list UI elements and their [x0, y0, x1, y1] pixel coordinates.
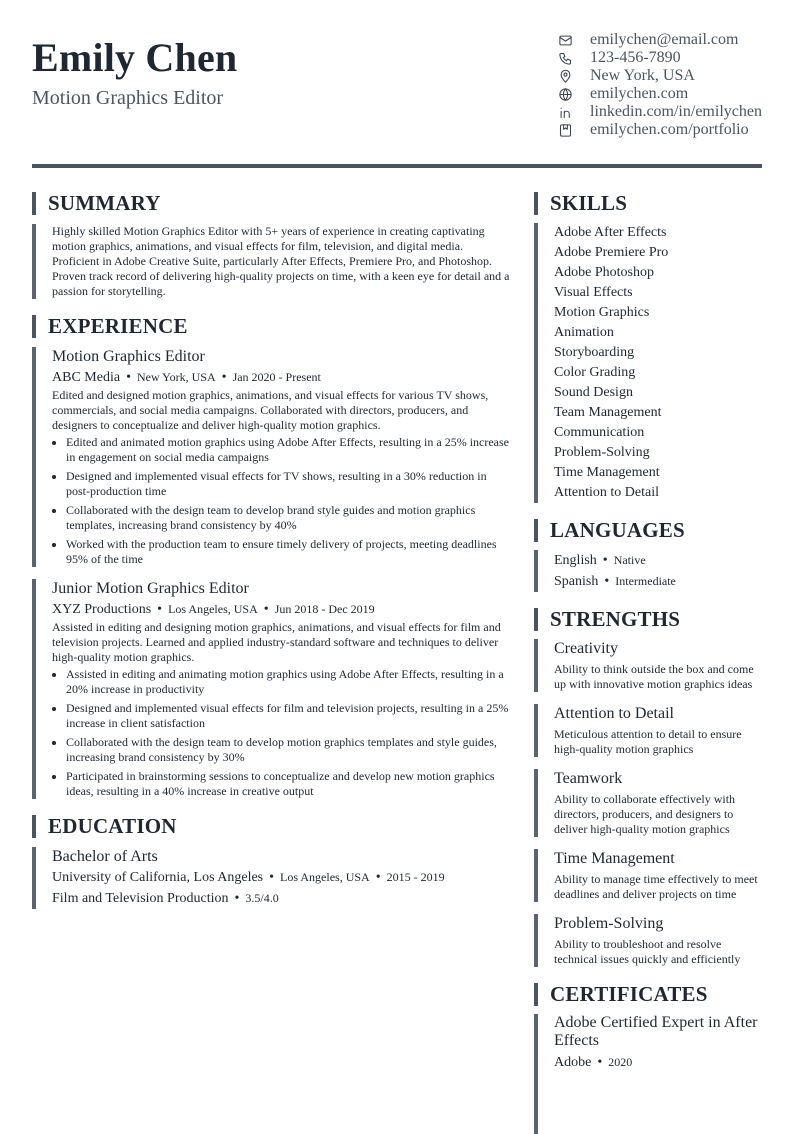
linkedin-icon	[556, 103, 574, 121]
job-location: Los Angeles, USA	[168, 602, 258, 616]
skill-item: Color Grading	[554, 365, 636, 380]
gpa: 3.5/4.0	[245, 891, 279, 905]
strength-text: Meticulous attention to detail to ensure high-quality motion graphics	[554, 727, 742, 756]
skill-item: Communication	[554, 425, 645, 440]
skill-item: Adobe Photoshop	[554, 265, 654, 280]
degree: Bachelor of Arts	[52, 848, 158, 865]
skill-item: Adobe After Effects	[554, 225, 667, 240]
language-item	[554, 571, 766, 592]
separator-dot: •	[602, 553, 608, 568]
resume-header	[32, 0, 762, 168]
skill-item: Team Management	[554, 405, 662, 420]
separator-dot: •	[269, 870, 275, 885]
education-field-row	[52, 888, 512, 909]
strength-item	[534, 704, 766, 757]
school-name: University of California, Los Angeles	[52, 870, 264, 885]
certificate-item	[534, 1014, 766, 1134]
contact-linkedin[interactable]	[556, 103, 766, 121]
job-company: ABC Media	[52, 370, 121, 385]
separator-dot: •	[126, 370, 131, 385]
languages-list	[534, 550, 766, 592]
skill-item: Time Management	[554, 465, 660, 480]
list-item: • Designed and implemented visual effects for TV shows, resulting in a 30% reduction in post-production time	[66, 469, 512, 499]
education-entry	[32, 847, 512, 909]
summary-heading: SUMMARY	[32, 192, 512, 215]
strength-item	[534, 849, 766, 902]
certificates-heading: CERTIFICATES	[534, 983, 766, 1006]
skill-item: Visual Effects	[554, 285, 633, 300]
contact-linkedin-text: linkedin.com/in/emilychen	[590, 103, 762, 120]
strength-text: Ability to collaborate effectively with directors, producers, and designers to deliver high-quality motion graphics	[554, 792, 736, 836]
strengths-heading: STRENGTHS	[534, 608, 766, 631]
strength-title: Teamwork	[554, 770, 623, 787]
contact-phone-text: 123-456-7890	[590, 49, 681, 66]
header-divider	[32, 164, 762, 168]
strength-title: Creativity	[554, 640, 618, 657]
globe-icon	[556, 85, 574, 103]
list-item: • Assisted in editing and animating motion graphics using Adobe After Effects, resulting in a 20% increase in productivity	[66, 667, 512, 697]
experience-heading: EXPERIENCE	[32, 315, 512, 338]
skills-heading: SKILLS	[534, 192, 766, 215]
strength-title: Time Management	[554, 850, 675, 867]
languages-heading: LANGUAGES	[534, 519, 766, 542]
skill-item: Adobe Premiere Pro	[554, 245, 669, 260]
language-name: English	[554, 553, 597, 568]
job-title: Motion Graphics Editor	[52, 348, 205, 365]
language-name: Spanish	[554, 574, 599, 589]
skill-item: Problem-Solving	[554, 445, 650, 460]
education-meta	[52, 867, 512, 888]
skill-item: Storyboarding	[554, 345, 635, 360]
separator-dot: •	[597, 1055, 603, 1070]
candidate-role: Motion Graphics Editor	[32, 87, 224, 109]
contact-location	[556, 67, 766, 85]
separator-dot: •	[221, 370, 227, 385]
strength-title: Problem-Solving	[554, 915, 664, 932]
contact-email-text: emilychen@email.com	[590, 31, 739, 48]
certificate-meta	[554, 1052, 766, 1073]
contact-location-text: New York, USA	[590, 67, 695, 84]
skills-list	[534, 223, 766, 503]
strength-text: Ability to troubleshoot and resolve technical issues quickly and efficiently	[554, 937, 741, 966]
phone-icon	[556, 49, 574, 67]
contact-phone[interactable]	[556, 49, 766, 67]
school-location: Los Angeles, USA	[280, 870, 370, 884]
strength-item	[534, 769, 766, 837]
list-item: • Worked with the production team to ensure timely delivery of projects, meeting deadlines 95% of the time	[66, 537, 512, 567]
envelope-icon	[556, 31, 574, 49]
certificate-year: 2020	[608, 1055, 633, 1069]
list-item: • Collaborated with the design team to develop brand style guides and motion graphics templates, increasing brand consistency by 40%	[66, 503, 512, 533]
separator-dot: •	[263, 602, 269, 617]
certificate-issuer: Adobe	[554, 1055, 592, 1070]
skill-item: Sound Design	[554, 385, 633, 400]
list-item: • Participated in brainstorming sessions to conceptualize and develop new motion graphics ideas, resulting in a 40% increase in creative output	[66, 769, 512, 799]
side-column	[534, 192, 766, 1134]
list-item: • Edited and animated motion graphics using Adobe After Effects, resulting in a 25% increase in engagement on social media campaigns	[66, 435, 512, 465]
skill-item: Attention to Detail	[554, 485, 659, 500]
separator-dot: •	[234, 891, 240, 906]
job-company: XYZ Productions	[52, 602, 152, 617]
skill-item: Motion Graphics	[554, 305, 650, 320]
job-entry	[32, 347, 512, 567]
certificate-title: Adobe Certified Expert in After Effects	[554, 1014, 758, 1049]
field-of-study: Film and Television Production	[52, 891, 229, 906]
language-item	[554, 550, 766, 571]
strength-text: Ability to manage time effectively to meet deadlines and deliver projects on time	[554, 872, 758, 901]
contact-website-text: emilychen.com	[590, 85, 689, 102]
separator-dot: •	[604, 574, 610, 589]
skill-item: Animation	[554, 325, 614, 340]
job-description: Edited and designed motion graphics, animations, and visual effects for various TV shows, commercials, and social media campaigns. Collaborated with directors, producers, and designers to conceptualize and deliver high-quality motion graphics.	[52, 388, 489, 432]
job-dates: Jan 2020 - Present	[232, 370, 321, 384]
education-heading: EDUCATION	[32, 815, 512, 838]
list-item: • Designed and implemented visual effects for film and television projects, resulting in a 25% increase in client satisfaction	[66, 701, 512, 731]
contact-portfolio-text: emilychen.com/portfolio	[590, 121, 749, 138]
job-meta	[52, 599, 512, 620]
job-location: New York, USA	[136, 370, 216, 384]
list-item: • Collaborated with the design team to develop motion graphics templates and style guides, increasing brand consistency by 30%	[66, 735, 512, 765]
map-pin-icon	[556, 67, 574, 85]
language-level: Intermediate	[615, 574, 676, 588]
candidate-name: Emily Chen	[32, 35, 238, 80]
portfolio-icon	[556, 121, 574, 139]
job-achievements	[52, 435, 512, 567]
job-title: Junior Motion Graphics Editor	[52, 580, 249, 597]
education-dates: 2015 - 2019	[386, 870, 445, 884]
job-meta	[52, 367, 512, 388]
strength-text: Ability to think outside the box and come up with innovative motion graphics ideas	[554, 662, 754, 691]
summary-text: Highly skilled Motion Graphics Editor with 5+ years of experience in creating captivating motion graphics, animations, and visual effects for film, television, and digital media. Proficient in Adobe Creative Suite, particularly After Effects, Premiere Pro, and Photoshop. Proven track record of delivering high-quality projects on time, with a keen eye for detail and a passion for storytelling.	[32, 224, 512, 299]
job-dates: Jun 2018 - Dec 2019	[274, 602, 375, 616]
language-level: Native	[613, 553, 646, 567]
job-description: Assisted in editing and designing motion graphics, animations, and visual effects for film and television projects. Learned and applied industry-standard software and techniques to deliver high-quality motion graphics.	[52, 620, 501, 664]
contact-email[interactable]	[556, 31, 766, 49]
contact-website[interactable]	[556, 85, 766, 103]
contact-portfolio[interactable]	[556, 121, 766, 139]
job-entry	[32, 579, 512, 799]
separator-dot: •	[375, 870, 381, 885]
contact-list	[556, 31, 766, 139]
job-achievements	[52, 667, 512, 799]
main-column	[32, 192, 512, 909]
separator-dot: •	[157, 602, 163, 617]
strength-title: Attention to Detail	[554, 705, 674, 722]
strength-item	[534, 914, 766, 967]
strength-item	[534, 639, 766, 692]
